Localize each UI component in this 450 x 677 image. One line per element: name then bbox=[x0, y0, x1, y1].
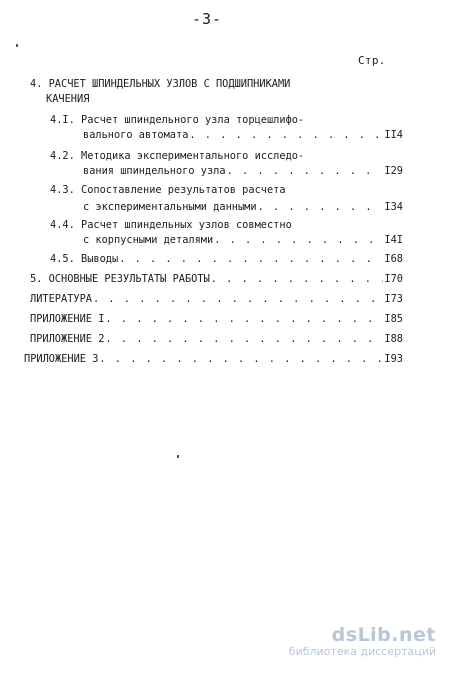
toc-appendix-2-page: I88 bbox=[384, 333, 403, 345]
toc-appendix-2-title: ПРИЛОЖЕНИЕ 2 bbox=[30, 333, 105, 345]
toc-entry-4-1 bbox=[83, 129, 403, 141]
toc-appendix-3 bbox=[24, 353, 403, 365]
toc-appendix-1-title: ПРИЛОЖЕНИЕ I bbox=[30, 313, 105, 325]
toc-entry-4-2-title-cont: вания шпиндельного узла bbox=[83, 165, 226, 177]
toc-chapter-5 bbox=[30, 273, 403, 285]
toc-appendix-3-page: I93 bbox=[384, 353, 403, 365]
toc-entry-4-1-page: II4 bbox=[384, 129, 403, 141]
toc-chapter-5-title: 5. ОСНОВНЫЕ РЕЗУЛЬТАТЫ РАБОТЫ bbox=[30, 273, 210, 285]
toc-appendix-3-title: ПРИЛОЖЕНИЕ 3 bbox=[24, 353, 99, 365]
scan-speck bbox=[16, 44, 18, 47]
dot-leader bbox=[99, 353, 383, 365]
toc-entry-4-5-title: 4.5. Выводы bbox=[50, 253, 119, 265]
toc-literature-page: I73 bbox=[384, 293, 403, 305]
toc-chapter-4-title-cont: КАЧЕНИЯ bbox=[46, 93, 90, 105]
dot-leader bbox=[119, 253, 383, 265]
dot-leader bbox=[105, 313, 383, 325]
toc-entry-4-2-page: I29 bbox=[384, 165, 403, 177]
toc-chapter-4-title: 4. РАСЧЕТ ШПИНДЕЛЬНЫХ УЗЛОВ С ПОДШИПНИКАМИ bbox=[30, 78, 291, 90]
watermark bbox=[289, 625, 436, 659]
toc-chapter-5-page: I70 bbox=[384, 273, 403, 285]
toc-appendix-1-page: I85 bbox=[384, 313, 403, 325]
toc-entry-4-4-page: I4I bbox=[384, 234, 403, 246]
toc-entry-4-3-title: 4.3. Сопоставление результатов расчета bbox=[50, 184, 286, 196]
dot-leader bbox=[227, 165, 384, 177]
dot-leader bbox=[211, 273, 384, 285]
toc-entry-4-4-title: 4.4. Расчет шпиндельных узлов совместно bbox=[50, 219, 292, 231]
toc-literature bbox=[30, 293, 403, 305]
toc-appendix-2 bbox=[30, 333, 403, 345]
toc-entry-4-1-title-cont: вального автомата bbox=[83, 129, 189, 141]
toc-entry-4-2 bbox=[83, 165, 403, 177]
toc-appendix-1 bbox=[30, 313, 403, 325]
toc-entry-4-4-title-cont: с корпусными деталями bbox=[83, 234, 214, 246]
dot-leader bbox=[105, 333, 383, 345]
toc-entry-4-5-page: I68 bbox=[384, 253, 403, 265]
page-number: -3- bbox=[192, 10, 223, 28]
dot-leader bbox=[189, 129, 383, 141]
toc-entry-4-3-page: I34 bbox=[384, 201, 403, 213]
toc-entry-4-3 bbox=[83, 201, 403, 213]
toc-literature-title: ЛИТЕРАТУРА bbox=[30, 293, 92, 305]
page-column-label: Стр. bbox=[358, 54, 386, 67]
watermark-subtitle: библиотека диссертаций bbox=[288, 645, 436, 658]
toc-entry-4-3-title-cont: с экспериментальными данными bbox=[83, 201, 257, 213]
watermark-logo: dsLib.net bbox=[331, 624, 436, 646]
dot-leader bbox=[258, 201, 384, 213]
toc-entry-4-2-title: 4.2. Методика экспериментального исследо- bbox=[50, 150, 305, 162]
scan-speck bbox=[177, 455, 179, 458]
toc-entry-4-5 bbox=[50, 253, 403, 265]
dot-leader bbox=[214, 234, 383, 246]
toc-entry-4-1-title: 4.I. Расчет шпиндельного узла торцешлифо- bbox=[50, 114, 305, 126]
toc-entry-4-4 bbox=[83, 234, 403, 246]
dot-leader bbox=[93, 293, 383, 305]
